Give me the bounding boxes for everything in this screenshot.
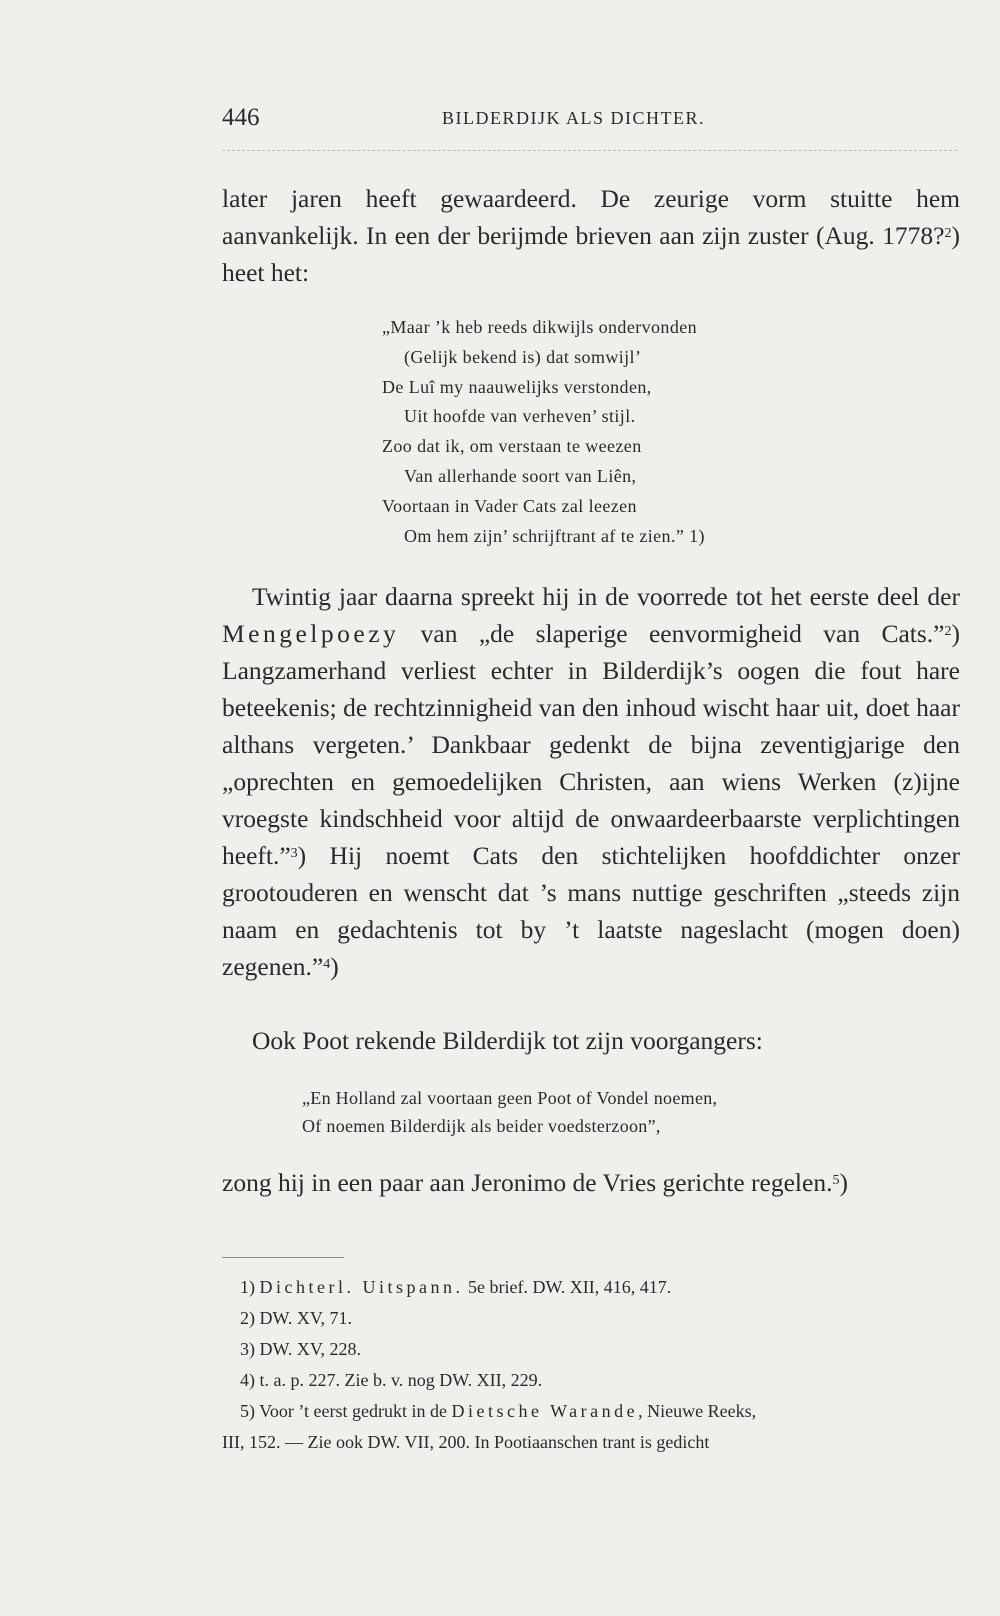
verse-line: Zoo dat ik, om verstaan te weezen	[382, 436, 642, 457]
quote-line: Of noemen Bilderdijk als beider voedsterzoon”,	[302, 1116, 661, 1136]
poot-quotation	[302, 1084, 717, 1140]
footnote-3: 3) DW. XV, 228.	[240, 1339, 362, 1359]
footnote-ref: 2	[944, 226, 952, 241]
footnote-rule	[222, 1257, 344, 1258]
footnote-ref: 4	[323, 957, 331, 972]
verse-line: Voortaan in Vader Cats zal leezen	[382, 495, 637, 516]
verse-line: Om hem zijn’ schrijftrant af te zien.” 1)	[404, 525, 705, 546]
paragraph-1: later jaren heeft gewaardeerd. De zeurige vorm stuitte hem aanvankelijk. In een der berijmde brieven aan zijn zuster (Aug. 1778?$^2$) heet het:	[222, 184, 960, 287]
verse-quotation	[382, 313, 705, 551]
verse-line: „Maar ’k heb reeds dikwijls ondervonden	[382, 317, 698, 337]
footnote-4: 4) t. a. p. 227. Zie b. v. nog DW. XII, 229.	[240, 1370, 543, 1390]
header-rule	[222, 150, 957, 151]
footnote-5: 5) Voor ’t eerst gedrukt in de Dietsche Warande, Nieuwe Reeks,	[240, 1401, 757, 1421]
footnotes	[222, 1272, 960, 1458]
running-head: BILDERDIJK ALS DICHTER.	[442, 108, 705, 128]
work-title: Mengelpoezy	[222, 619, 400, 648]
footnote-ref: 2	[944, 624, 952, 639]
page-header	[222, 104, 962, 140]
footnote-ref: 5	[832, 1173, 840, 1188]
verse-line: De Luî my naauwelijks verstonden,	[382, 376, 652, 397]
footnote-ref: 3	[290, 846, 298, 861]
footnote-2: 2) DW. XV, 71.	[240, 1308, 353, 1328]
footnote-5-continued: III, 152. — Zie ook DW. VII, 200. In Pootiaanschen trant is gedicht	[222, 1432, 710, 1452]
page-number: 446	[222, 104, 260, 131]
verse-line: (Gelijk bekend is) dat somwijl’	[404, 346, 642, 367]
verse-line: Uit hoofde van verheven’ stijl.	[404, 406, 636, 427]
quote-line: „En Holland zal voortaan geen Poot of Vondel noemen,	[302, 1088, 718, 1108]
paragraph-4: zong hij in een paar aan Jeronimo de Vries gerichte regelen.$^5$)	[222, 1168, 848, 1197]
paragraph-3: Ook Poot rekende Bilderdijk tot zijn voorgangers:	[252, 1026, 763, 1055]
verse-line: Van allerhande soort van Liên,	[404, 465, 637, 486]
footnote-1: 1) Dichterl. Uitspann. 5e brief. DW. XII, 416, 417.	[240, 1277, 672, 1297]
paragraph-2: Twintig jaar daarna spreekt hij in de voorrede tot het eerste deel der Mengelpoezy van „de slaperige eenvormigheid van Cats.”$^2$) Langzamerhand verliest echter in Bilderdijk’s oogen die fout hare beteekenis; de rechtzinnigheid van den inhoud wischt haar uit, doet haar althans vergeten.’ Dankbaar gedenkt de bijna zeventigjarige den „oprechten en gemoedelijken Christen, aan wiens Werken (z)ijne vroegste kindschheid voor altijd de onwaardeerbaarste verplichtingen heeft.”$^3$) Hij noemt Cats den stichtelijken hoofddichter onzer grootouderen en wenscht dat ’s mans nuttige geschriften „steeds zijn naam en gedachtenis tot by ’t laatste nageslacht (mogen doen) zegenen.”$^4$)	[222, 582, 960, 981]
